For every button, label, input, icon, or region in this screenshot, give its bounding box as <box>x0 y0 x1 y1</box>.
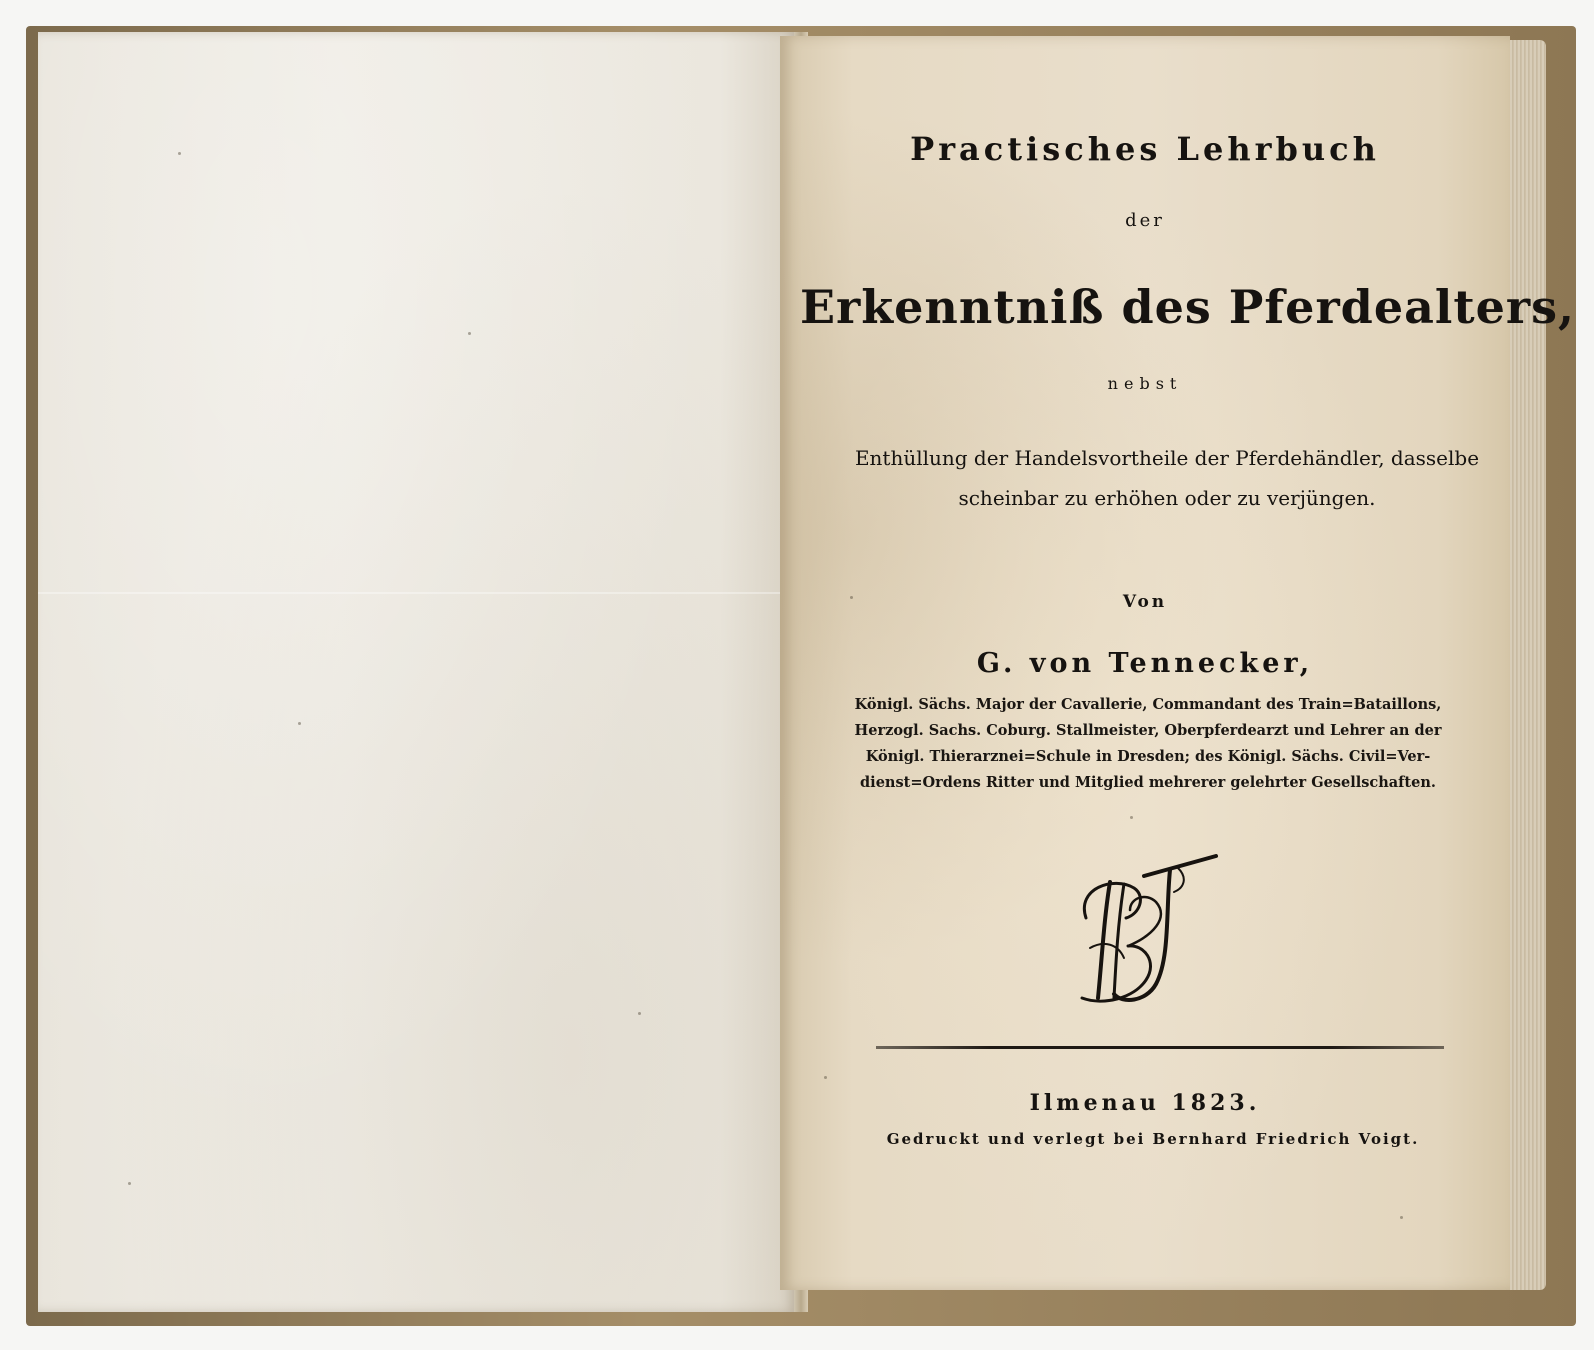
credentials-line: Königl. Sächs. Major der Cavallerie, Commandant des Train=Bataillons, <box>854 696 1442 713</box>
subtitle-line-2: scheinbar zu erhöhen oder zu verjüngen. <box>958 486 1376 510</box>
paper-speck <box>468 332 471 335</box>
byline-von: Von <box>1122 592 1168 612</box>
paper-speck <box>298 722 301 725</box>
printer-monogram-icon <box>1074 848 1224 1008</box>
paper-speck <box>178 152 181 155</box>
title-line-1: Practisches Lehrbuch <box>910 130 1380 168</box>
open-book <box>26 26 1576 1326</box>
page-edges <box>1510 40 1546 1290</box>
paper-speck <box>824 1076 827 1079</box>
paper-speck <box>638 1012 641 1015</box>
paper-speck <box>128 1182 131 1185</box>
paper-speck <box>1400 1216 1403 1219</box>
credentials-line: dienst=Ordens Ritter und Mitglied mehrerer gelehrter Gesellschaften. <box>860 774 1436 791</box>
subtitle-line-1: Enthüllung der Handelsvortheile der Pferdehändler, dasselbe <box>854 446 1480 470</box>
paper-speck <box>850 596 853 599</box>
title-connector-der: der <box>1125 210 1165 231</box>
credentials-line: Königl. Thierarznei=Schule in Dresden; des Königl. Sächs. Civil=Ver- <box>865 748 1431 765</box>
title-connector-nebst: nebst <box>1107 374 1183 393</box>
credentials-line: Herzogl. Sachs. Coburg. Stallmeister, Oberpferdearzt und Lehrer an der <box>854 722 1442 739</box>
author-name: G. von Tennecker, <box>976 648 1314 679</box>
main-title: Erkenntniß des Pferdealters, <box>800 280 1576 334</box>
imprint-divider <box>876 1046 1444 1049</box>
imprint-place-year: Ilmenau 1823. <box>1029 1090 1261 1116</box>
title-page <box>780 36 1576 1290</box>
blank-left-page <box>38 32 796 1312</box>
paper-speck <box>1130 816 1133 819</box>
imprint-printer: Gedruckt und verlegt bei Bernhard Friedrich Voigt. <box>886 1130 1420 1148</box>
paper-fold <box>38 592 796 594</box>
author-credentials <box>828 692 1468 796</box>
